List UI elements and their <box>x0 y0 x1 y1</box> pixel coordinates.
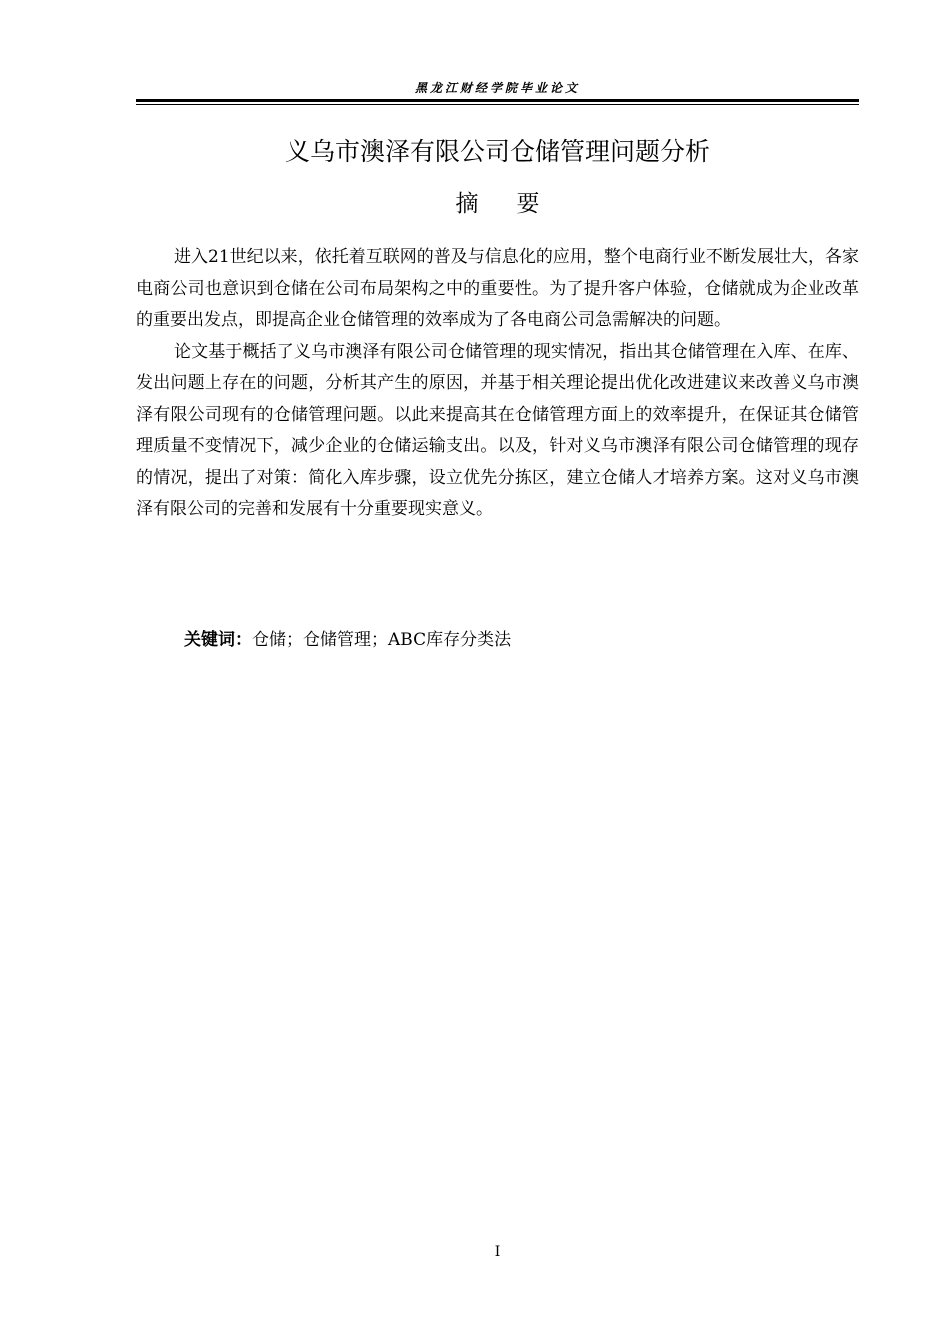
keywords-value: 仓储；仓储管理；ABC库存分类法 <box>252 630 512 650</box>
abstract-paragraph-1: 进入21世纪以来，依托着互联网的普及与信息化的应用，整个电商行业不断发展壮大，各家电商公司也意识到仓储在公司布局架构之中的重要性。为了提升客户体验，仓储就成为企业改革的重要出发点，即提高企业仓储管理的效率成为了各电商公司急需解决的问题。 <box>136 247 859 330</box>
page-title: 义乌市澳泽有限公司仓储管理问题分析 <box>284 137 710 166</box>
header-rule-thick <box>136 99 859 102</box>
abstract-paragraph-2: 论文基于概括了义乌市澳泽有限公司仓储管理的现实情况，指出其仓储管理在入库、在库、发出问题上存在的问题，分析其产生的原因，并基于相关理论提出优化改进建议来改善义乌市澳泽有限公司现有的仓储管理问题。以此来提高其在仓储管理方面上的效率提升，在保证其仓储管理质量不变情况下，减少企业的仓储运输支出。以及，针对义乌市澳泽有限公司仓储管理的现存的情况，提出了对策：简化入库步骤，设立优先分拣区，建立仓储人才培养方案。这对义乌市澳泽有限公司的完善和发展有十分重要现实意义。 <box>136 341 859 519</box>
keywords-line <box>184 626 859 654</box>
keywords-label: 关键词： <box>184 630 252 650</box>
page-number: I <box>494 1244 501 1260</box>
abstract-body <box>136 242 859 526</box>
abstract-heading: 摘要 <box>455 191 578 217</box>
header-rule-thin <box>136 104 859 105</box>
running-header: 黑龙江财经学院毕业论文 <box>414 81 580 95</box>
